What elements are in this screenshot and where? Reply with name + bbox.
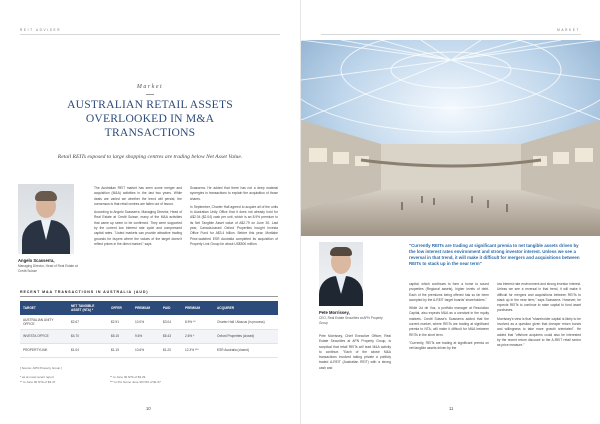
column-header: TARGET <box>20 301 68 315</box>
table-cell: ESR Australia (closed) <box>214 343 278 357</box>
article-column-1 <box>319 334 391 374</box>
column-header: PAID <box>160 301 182 315</box>
page-number: 10 <box>146 406 151 411</box>
paragraph: While Jui de Vos, a portfolio manager at Resolution Capital, also expects M&A as a constant in the equity markets. Credit Suisse's Scasserra added that the current market, where REITs are trading at significant premia to NTA, will make it difficult for M&A between REITs in the short term. <box>409 306 489 337</box>
table-cell: $4.70 <box>68 329 108 343</box>
table-cell: 12.3% *** <box>182 343 214 357</box>
kicker-rule <box>146 94 154 95</box>
paragraph: Morrissey's view is that "shareholder capital is likely to be involved as a question given that cheaper return bonds and willingness to take more growth orientated". He added that "offshore acquirers could also be interested by the recent return discount to the A-REIT retail sector as price measure." <box>497 316 581 348</box>
running-head-rule <box>20 34 280 35</box>
table-cell: $1.20 <box>160 343 182 357</box>
paragraph: In September, Charter Hall agreed to acquire all of the units in Australian Unity Office that it does not already hold for A$2.04 ($2.04) cash per unit, which is an 8.9% premium to its Net Tangible Asset value of A$2.79 on June 30. Last year, Canada-based Oxford Properties bought Investa Office Fund for A$3.4 billion. Before this year, Mortlake Price-watched ESR Australia completed its acquisition of Property Link Group for about US$500 million. <box>190 204 278 246</box>
photo-caption-role: CEO, Real Estate Securities at APN Property Group <box>319 316 383 325</box>
column-header: ACQUIRER <box>214 301 278 315</box>
footnotes-right <box>110 375 161 385</box>
table-cell: AUSTRALIAN UNITY OFFICE <box>20 315 68 329</box>
table-cell: Oxford Properties (closed) <box>214 329 278 343</box>
paragraph: "Currently, REITs are trading at significant premia on net tangible assets driven by the <box>409 340 489 351</box>
running-head: MARKET <box>557 28 580 32</box>
footnote: * as at most recent report <box>20 375 54 379</box>
column-header: NET TANGIBLE ASSET (NTA) * <box>68 301 108 315</box>
table-cell: $5.15 <box>108 329 132 343</box>
footnote: ** to June 30 NTA of $3.29 <box>110 375 146 379</box>
portrait-photo <box>18 184 74 254</box>
table-cell: 8.9% ** <box>182 315 214 329</box>
table-cell: PROPERTYLINK <box>20 343 68 357</box>
table-cell: 10.6% <box>132 343 160 357</box>
table-title: RECENT M&A TRANSACTIONS IN AUSTRALIA (AUD) <box>20 290 149 294</box>
footnote: ** to June 30 NTA of $3.47 <box>20 380 56 384</box>
table-row <box>20 343 278 357</box>
table-title-rule <box>20 296 278 297</box>
table-cell: 9.6% <box>132 329 160 343</box>
table-source: [ Source: APN Property Group ] <box>20 366 62 370</box>
mall-atrium-illustration <box>301 40 600 236</box>
column-header: PREMIUM <box>132 301 160 315</box>
portrait-hair <box>330 247 352 256</box>
table-row <box>20 315 278 329</box>
paragraph: capital, which continues to form a home to sound properties (Regional assets), higher levels of debt. Each of the premiums being offered has so far been accepted by the A-REIT target boards' shareholders." <box>409 282 489 302</box>
article-column-1 <box>94 186 182 250</box>
table-cell: 10.0% <box>132 315 160 329</box>
table-cell: 2.6% * <box>182 329 214 343</box>
paragraph: Scasserra. He added that there has not a deep material synergies in transactions to explain the acquisition of those shares. <box>190 186 278 201</box>
table-cell: $2.91 <box>108 315 132 329</box>
table-cell: $2.67 <box>68 315 108 329</box>
paragraph: low interest rate environment and strong investor interest. Unless we see a reversal in that trend, it will make it difficult for mergers and acquisitions between REITs to stack up in the near term," says Scasserra. However, he expects REITs to continue to raise capital to fund asset purchases. <box>497 282 581 313</box>
section-kicker: Market <box>136 84 164 90</box>
pull-quote: "Currently REITs are trading at significant premia to net tangible assets driven by the low interest rates environment and strong investor interest. Unless we see a reversal in that trend, it will make it difficult for mergers and acquisitions between REITs to stack up in the near term" <box>409 243 580 267</box>
photo-caption-name: Pete Morrissey, <box>319 310 350 315</box>
footnotes-left <box>20 375 55 385</box>
table-cell: INVESTA OFFICE <box>20 329 68 343</box>
article-column-3 <box>497 282 581 352</box>
portrait-photo <box>319 242 363 306</box>
column-header: OFFER <box>108 301 132 315</box>
table-cell: $3.04 <box>160 315 182 329</box>
page-number: 11 <box>449 406 454 411</box>
table-row <box>20 329 278 343</box>
shopping-centre-photo <box>301 40 600 236</box>
portrait-hair <box>35 191 57 201</box>
right-page <box>300 0 600 424</box>
table-header-row <box>20 301 278 315</box>
paragraph: Pete Morrissey, Chief Executive Officer, Real Estate Securities at APN Property Group, is sceptical that retail REITs will lead M&A activity to continue. "Each of the above M&A transactions involved taking private a publicly traded A-REIT (Australian REIT) with a strong cash and <box>319 334 391 370</box>
paragraph: The Australian REIT market has seen some merger and acquisition (M&A) activities in the last two years. While deals are varied we whether the trend will persist, the consensus is that retail centres are fallen out of favour. <box>94 186 182 206</box>
table-cell: $5.43 <box>160 329 182 343</box>
table-cell: $1.04 <box>68 343 108 357</box>
running-head: REIT ADVISER <box>20 28 62 32</box>
footnote: *** to Pre Nomo June 30 NTA of $1.07 <box>110 380 161 384</box>
article-column-2 <box>409 282 489 355</box>
table-cell: $1.15 <box>108 343 132 357</box>
headline: AUSTRALIAN RETAIL ASSETS OVERLOOKED IN M&A TRANSACTIONS <box>67 98 233 139</box>
transactions-table <box>20 301 278 358</box>
article-column-2 <box>190 186 278 250</box>
table-cell: Charter Hall / Abacus (in process) <box>214 315 278 329</box>
photo-caption-name: Angelo Scasserra, <box>18 258 55 263</box>
column-header: PREMIUM <box>182 301 214 315</box>
running-head-rule <box>321 34 581 35</box>
paragraph: According to Angelo Scasserra, Managing Director, Head of Real Estate at Credit Suisse, many of the M&A activities that came up seem to be confirmed. They were supported by the current low interest rate cycle and compressed capital rates. "Listed markets can provide attractive trading grounds for buyers where the values of the target doesn't reflect prices in the direct market," says <box>94 210 182 246</box>
standfirst: Retail REITs exposed to large shopping centres are trading below Net Asset Value. <box>57 154 243 160</box>
photo-caption-role: Managing Director, Head of Real Estate at Credit Suisse <box>18 264 78 273</box>
